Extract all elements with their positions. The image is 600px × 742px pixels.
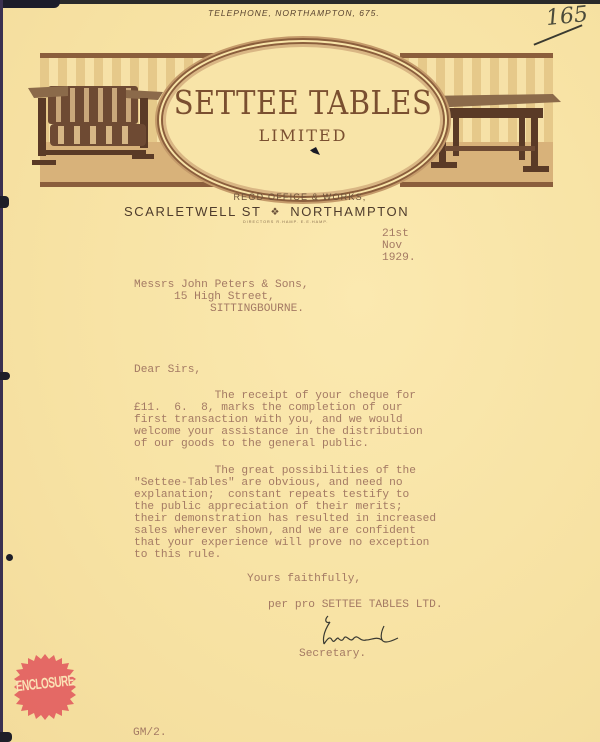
scan-top-edge [0,0,600,4]
salutation: Dear Sirs, [134,364,202,376]
recipient-name: Messrs John Peters & Sons, [134,279,309,291]
settee-illustration-icon [28,78,168,173]
folio-number: 165 [544,1,590,32]
company-name: SETTEE TABLES [173,83,433,123]
reference-code: GM/2. [133,727,167,739]
handwritten-signature-icon [314,614,409,648]
punch-hole-mark [0,732,12,742]
town-name: NORTHAMPTON [290,204,410,219]
body-paragraph-2: The great possibilities of the "Settee-Tables" are obvious, and need no explanation; constant repeats testify to the public appreciation of their merits; their demonstration has resulted in increased sales wherever shown, and we are confident that your experience will prove no exception to this rule. [134,465,437,561]
company-suffix: LIMITED [258,126,348,145]
letter-date: 21st Nov 1929. [382,228,416,264]
body-paragraph-1: The receipt of your cheque for £11. 6. 8, marks the completion of our first transaction with you, and we would welcome your assistance in the distribution of our goods to the general public. [134,390,423,450]
diamond-ornament-icon: ❖ [270,207,282,218]
directors-line: DIRECTORS R.HAMP. E.E.HAMP. [243,220,329,224]
folio-annotation [540,1,590,44]
punch-hole-mark [0,372,10,380]
complimentary-close: Yours faithfully, [247,573,362,585]
telephone-line: TELEPHONE, NORTHAMPTON, 675. [208,8,380,18]
brand-oval-frame [157,38,449,202]
registered-office-label: REGD OFFICE & WORKS, [233,192,367,202]
recipient-street: 15 High Street, [174,291,275,303]
letterhead-banner [40,50,553,181]
street-name: SCARLETWELL ST [124,204,262,219]
signatory-title: Secretary. [299,648,367,660]
per-pro-line: per pro SETTEE TABLES LTD. [268,599,443,611]
recipient-town: SITTINGBOURNE. [210,303,304,315]
company-address [124,204,409,219]
recipient-address [134,279,309,315]
punch-hole-mark [6,554,13,561]
scan-left-edge [0,0,3,742]
stamp-label: ENCLOSURE [15,673,75,696]
enclosure-stamp [12,654,78,720]
